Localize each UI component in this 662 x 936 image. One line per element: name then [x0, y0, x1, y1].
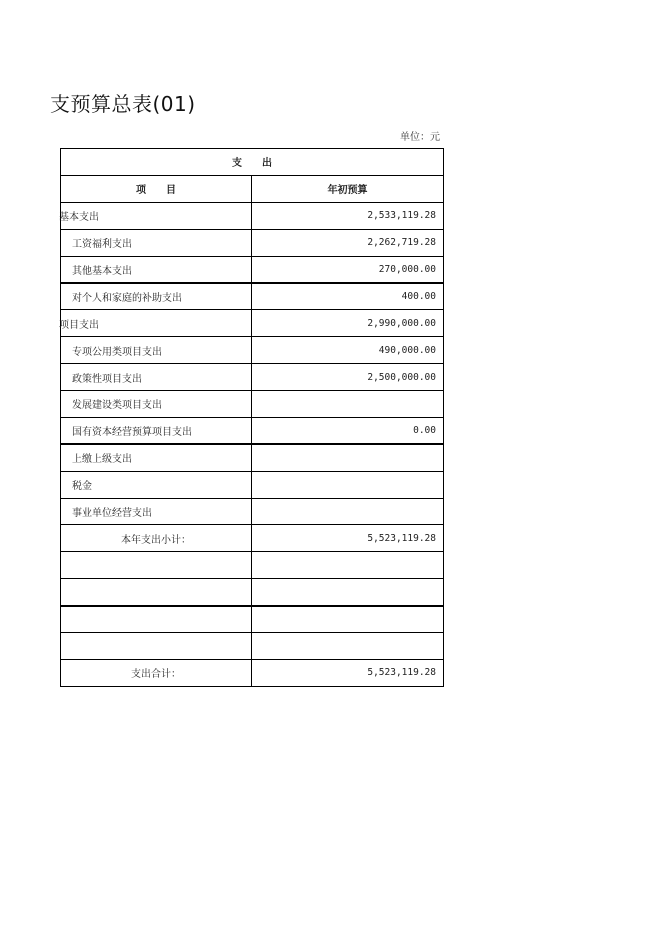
row-label	[61, 552, 252, 579]
subtotal-row	[61, 525, 444, 552]
table-row	[61, 417, 444, 444]
row-label: 税金	[61, 471, 252, 498]
table-row	[61, 337, 444, 364]
row-value	[252, 606, 444, 633]
row-label: 基本支出	[59, 212, 99, 224]
budget-table	[60, 148, 444, 687]
row-value: 2,500,000.00	[252, 364, 444, 391]
row-value: 270,000.00	[252, 256, 444, 283]
row-value	[252, 444, 444, 471]
subtotal-value: 5,523,119.28	[252, 525, 444, 552]
table-row	[61, 256, 444, 283]
row-value	[252, 552, 444, 579]
row-label: 其他基本支出	[61, 256, 252, 283]
row-value	[252, 633, 444, 660]
row-label	[61, 606, 252, 633]
table-row	[61, 498, 444, 525]
row-label: 专项公用类项目支出	[61, 337, 252, 364]
table-row	[61, 606, 444, 633]
table-row	[61, 552, 444, 579]
row-label	[61, 579, 252, 606]
unit-label: 单位：元	[400, 132, 440, 143]
table-row	[61, 310, 444, 337]
page-title: 支预算总表(01)	[50, 92, 196, 116]
table-row	[61, 229, 444, 256]
total-row	[61, 659, 444, 686]
row-label: 国有资本经营预算项目支出	[61, 417, 252, 444]
row-value: 400.00	[252, 283, 444, 310]
row-label: 事业单位经营支出	[61, 498, 252, 525]
table-row	[61, 283, 444, 310]
row-value	[252, 498, 444, 525]
column-header-budget: 年初预算	[252, 175, 444, 202]
total-label: 支出合计：	[61, 659, 252, 686]
table-row	[61, 202, 444, 229]
row-label: 工资福利支出	[61, 229, 252, 256]
row-label: 发展建设类项目支出	[61, 391, 252, 418]
row-value	[252, 579, 444, 606]
row-label: 政策性项目支出	[61, 364, 252, 391]
table-row	[61, 391, 444, 418]
row-label: 上缴上级支出	[61, 444, 252, 471]
total-value: 5,523,119.28	[252, 659, 444, 686]
table-row	[61, 579, 444, 606]
column-header-item: 项 目	[61, 175, 252, 202]
row-label: 对个人和家庭的补助支出	[61, 283, 252, 310]
table-row	[61, 633, 444, 660]
row-value	[252, 471, 444, 498]
subtotal-label: 本年支出小计：	[61, 525, 252, 552]
table-row	[61, 364, 444, 391]
row-value	[252, 391, 444, 418]
row-value: 490,000.00	[252, 337, 444, 364]
row-value: 2,262,719.28	[252, 229, 444, 256]
row-value: 2,990,000.00	[252, 310, 444, 337]
row-label: 项目支出	[59, 319, 99, 331]
row-value: 0.00	[252, 417, 444, 444]
table-row	[61, 444, 444, 471]
table-row	[61, 471, 444, 498]
row-value: 2,533,119.28	[252, 202, 444, 229]
row-label	[61, 633, 252, 660]
section-header: 支 出	[61, 149, 444, 176]
